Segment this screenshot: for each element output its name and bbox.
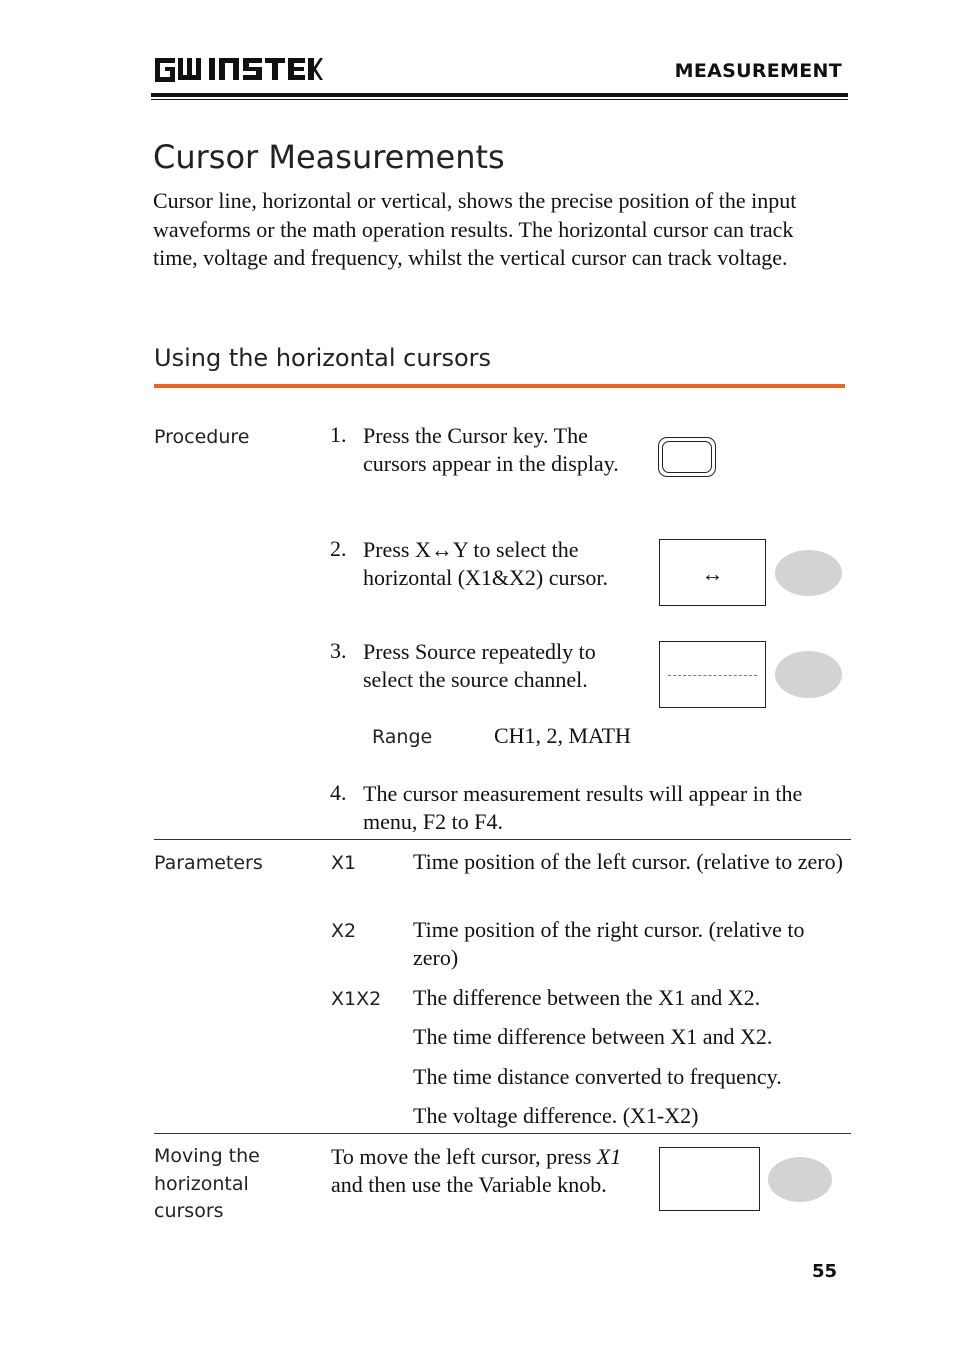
header-rule-thin — [151, 99, 848, 100]
page-title: Cursor Measurements — [153, 138, 505, 176]
cursor-key-inner — [662, 441, 712, 473]
step-number: 4. — [330, 780, 347, 805]
step-text: The cursor measurement results will appear in the menu, F2 to F4. — [363, 781, 803, 834]
param-desc: Time position of the left cursor. (relative to zero) — [413, 849, 843, 874]
param-key: X2 — [331, 920, 357, 942]
xy-softkey-button[interactable] — [775, 550, 842, 596]
xy-softkey-label-box — [659, 539, 766, 606]
range-value: CH1, 2, MATH — [494, 723, 631, 748]
param-extra: The voltage difference. (X1-X2) — [413, 1103, 699, 1128]
section-divider — [154, 1133, 851, 1134]
step-number: 1. — [330, 422, 347, 447]
moving-text — [331, 1143, 641, 1199]
parameters-label: Parameters — [154, 852, 263, 874]
x1-softkey-label-box — [659, 1147, 760, 1211]
moving-text-b: and then use the Variable knob. — [331, 1172, 607, 1197]
param-extra: The time difference between X1 and X2. — [413, 1024, 773, 1049]
step-text: Press X↔Y to select the horizontal (X1&X2) cursor. — [363, 537, 608, 590]
moving-label: Moving the horizontal cursors — [154, 1145, 260, 1222]
procedure-label: Procedure — [154, 426, 250, 448]
intro-paragraph: Cursor line, horizontal or vertical, shows the precise position of the input waveforms or the math operation results. The horizontal cursor can track time, voltage and frequency, whilst the vertical cursor can track voltage. — [153, 188, 797, 270]
source-softkey-button[interactable] — [775, 651, 842, 698]
gw-instek-logo — [153, 52, 323, 86]
moving-text-key: X1 — [596, 1144, 622, 1169]
step-text: Press Source repeatedly to select the source channel. — [363, 639, 596, 692]
source-dotted-line — [668, 675, 757, 676]
step-text: Press the Cursor key. The cursors appear in the display. — [363, 423, 619, 476]
step-number: 3. — [330, 638, 347, 663]
x1-softkey-button[interactable] — [768, 1157, 832, 1202]
range-label: Range — [372, 726, 433, 748]
xy-arrow-icon: ↔ — [701, 561, 724, 586]
subsection-rule — [154, 384, 845, 388]
param-extra: The time distance converted to frequency. — [413, 1064, 782, 1089]
param-desc: The difference between the X1 and X2. — [413, 985, 761, 1010]
subsection-heading: Using the horizontal cursors — [154, 344, 491, 372]
moving-text-a: To move the left cursor, press — [331, 1144, 597, 1169]
param-desc: Time position of the right cursor. (relative to zero) — [413, 917, 805, 970]
section-divider — [154, 839, 851, 840]
header-rule — [151, 93, 848, 97]
section-title: MEASUREMENT — [674, 60, 842, 82]
source-softkey-label-box — [659, 641, 766, 708]
param-key: X1 — [331, 852, 357, 874]
param-key: X1X2 — [331, 988, 382, 1010]
cursor-key-button[interactable] — [658, 437, 716, 477]
page-number: 55 — [812, 1261, 838, 1282]
step-number: 2. — [330, 536, 347, 561]
